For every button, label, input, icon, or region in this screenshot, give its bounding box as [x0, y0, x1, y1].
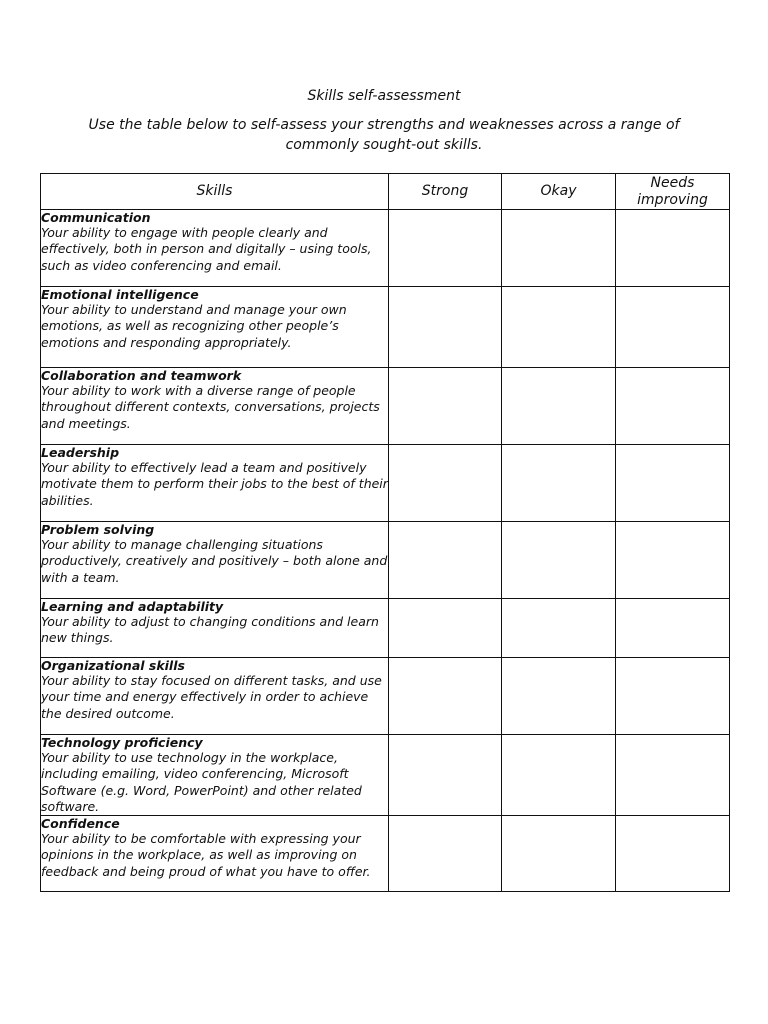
okay-rating-cell[interactable]: [502, 445, 616, 522]
table-row: [41, 368, 730, 445]
table-row: [41, 210, 730, 287]
needs-improving-rating-cell[interactable]: [616, 658, 730, 735]
skill-name: Confidence: [41, 816, 120, 832]
skill-description: Your ability to adjust to changing conditions and learn new things.: [41, 614, 379, 646]
okay-rating-cell[interactable]: [502, 368, 616, 445]
okay-rating-cell[interactable]: [502, 735, 616, 816]
okay-rating-cell[interactable]: [502, 210, 616, 287]
skill-name: Problem solving: [41, 522, 155, 537]
skill-cell: [41, 287, 389, 368]
skill-name: Emotional intelligence: [41, 287, 199, 302]
strong-rating-cell[interactable]: [389, 599, 502, 658]
header-strong: Strong: [389, 174, 502, 210]
skill-description: Your ability to effectively lead a team and positively motivate them to perform their jobs to the best of their abilities.: [41, 460, 388, 508]
table-row: [41, 287, 730, 368]
skill-cell: [41, 368, 389, 445]
intro-text: Use the table below to self-assess your strengths and weaknesses across a range of commonly sought-out skills.: [88, 117, 680, 153]
okay-rating-cell[interactable]: [502, 599, 616, 658]
strong-rating-cell[interactable]: [389, 522, 502, 599]
needs-improving-rating-cell[interactable]: [616, 368, 730, 445]
strong-rating-cell[interactable]: [389, 816, 502, 892]
skill-name: Leadership: [41, 445, 120, 460]
skill-name: Collaboration and teamwork: [41, 368, 242, 383]
skill-cell: [41, 735, 389, 816]
skill-description: Your ability to stay focused on different tasks, and use your time and energy effectively in order to achieve the desired outcome.: [41, 673, 382, 721]
needs-improving-rating-cell[interactable]: [616, 522, 730, 599]
table-row: [41, 445, 730, 522]
skill-description: Your ability to be comfortable with expressing your opinions in the workplace, as well as improving on feedback and being proud of what you have to offer.: [41, 831, 371, 879]
table-row: [41, 735, 730, 816]
strong-rating-cell[interactable]: [389, 658, 502, 735]
table-row: [41, 658, 730, 735]
okay-rating-cell[interactable]: [502, 658, 616, 735]
strong-rating-cell[interactable]: [389, 368, 502, 445]
skill-cell: [41, 599, 389, 658]
strong-rating-cell[interactable]: [389, 735, 502, 816]
skill-cell: [41, 210, 389, 287]
needs-improving-rating-cell[interactable]: [616, 816, 730, 892]
table-header-row: [41, 174, 730, 210]
needs-improving-rating-cell[interactable]: [616, 445, 730, 522]
needs-improving-rating-cell[interactable]: [616, 599, 730, 658]
skill-cell: [41, 522, 389, 599]
table-row: [41, 599, 730, 658]
skill-description: Your ability to work with a diverse range of people throughout different contexts, conversations, projects and meetings.: [41, 383, 380, 431]
skill-description: Your ability to engage with people clearly and effectively, both in person and digitally – using tools, such as video conferencing and email.: [41, 225, 372, 273]
skill-name: Technology proficiency: [41, 735, 203, 750]
skills-assessment-table: [40, 173, 730, 892]
skill-name: Organizational skills: [41, 658, 185, 673]
okay-rating-cell[interactable]: [502, 816, 616, 892]
strong-rating-cell[interactable]: [389, 445, 502, 522]
skill-name: Learning and adaptability: [41, 599, 224, 614]
skill-cell: [41, 445, 389, 522]
skill-name: Communication: [41, 210, 151, 225]
skill-cell: [41, 816, 389, 892]
needs-improving-rating-cell[interactable]: [616, 287, 730, 368]
strong-rating-cell[interactable]: [389, 287, 502, 368]
needs-improving-rating-cell[interactable]: [616, 735, 730, 816]
skill-description: Your ability to manage challenging situations productively, creatively and positively – both alone and with a team.: [41, 537, 388, 585]
skill-description: Your ability to use technology in the workplace, including emailing, video conferencing, Microsoft Software (e.g. Word, PowerPoint) and other related software.: [41, 750, 362, 814]
table-row: [41, 816, 730, 892]
skill-cell: [41, 658, 389, 735]
header-okay: Okay: [502, 174, 616, 210]
header-skills: Skills: [41, 174, 389, 210]
okay-rating-cell[interactable]: [502, 287, 616, 368]
strong-rating-cell[interactable]: [389, 210, 502, 287]
page-title: Skills self-assessment: [307, 88, 461, 104]
needs-improving-rating-cell[interactable]: [616, 210, 730, 287]
okay-rating-cell[interactable]: [502, 522, 616, 599]
skill-description: Your ability to understand and manage your own emotions, as well as recognizing other people’s emotions and responding appropriately.: [41, 302, 347, 350]
header-needs-improving: Needs improving: [616, 174, 730, 210]
table-row: [41, 522, 730, 599]
